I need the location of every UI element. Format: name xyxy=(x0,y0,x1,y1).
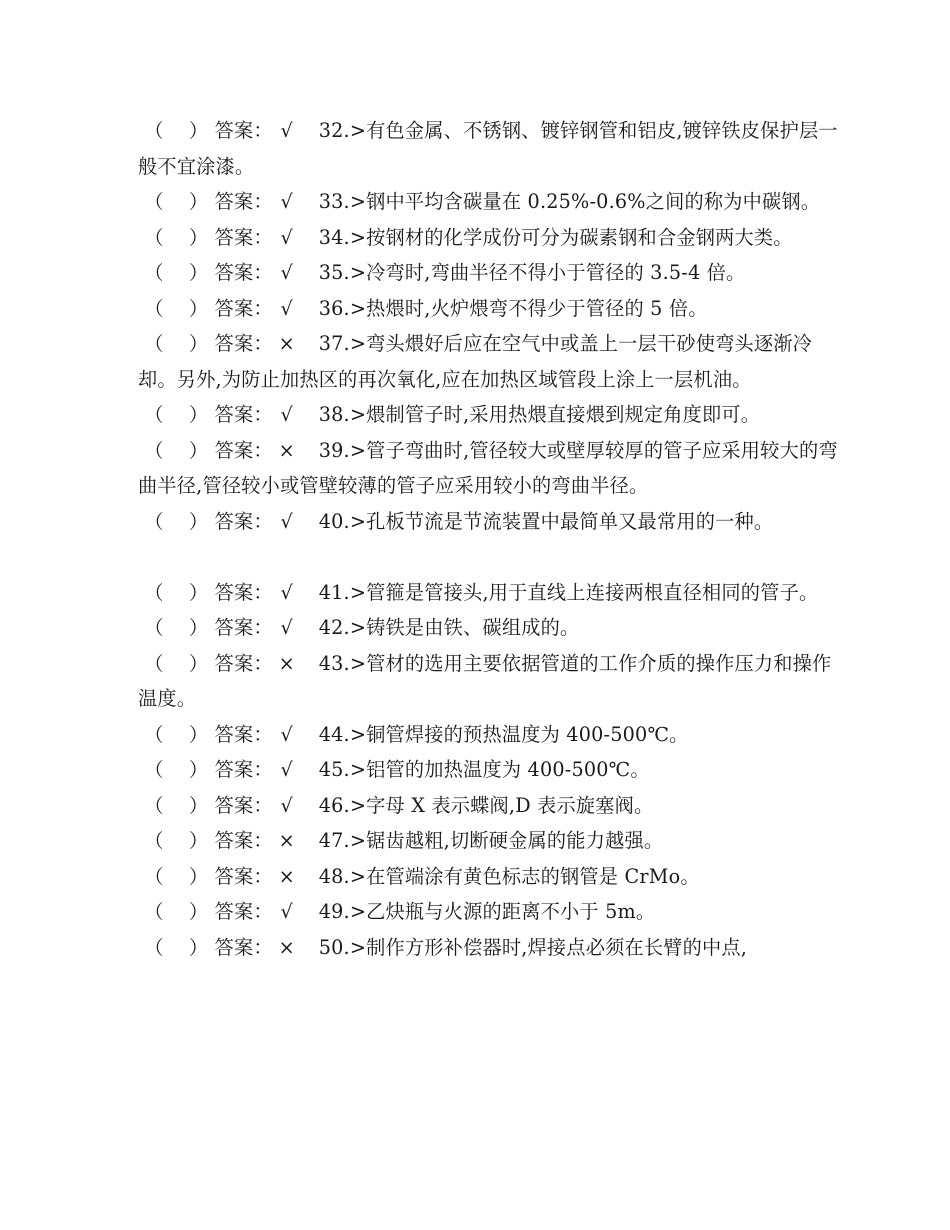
answer-mark: √ xyxy=(280,190,293,213)
answer-prefix: （ ） 答案： xyxy=(138,616,273,639)
question-number: 46. xyxy=(318,793,350,817)
answer-mark: × xyxy=(278,438,295,462)
question-43 xyxy=(138,646,838,717)
question-38 xyxy=(138,397,838,433)
question-48 xyxy=(138,859,838,895)
question-text: >孔板节流是节流装置中最简单又最常用的一种。 xyxy=(349,509,774,533)
answer-prefix: （ ） 答案： xyxy=(138,758,273,781)
question-text: >乙炔瓶与火源的距离不小于 5m。 xyxy=(349,900,656,923)
question-47 xyxy=(138,823,838,859)
question-number: 36. xyxy=(318,296,350,320)
answer-mark: √ xyxy=(280,403,293,426)
answer-mark: × xyxy=(278,332,295,355)
question-number: 35. xyxy=(318,261,350,284)
answer-mark: √ xyxy=(280,900,293,923)
question-text: >铝管的加热温度为 400-500℃。 xyxy=(349,758,650,781)
answer-mark: √ xyxy=(280,580,293,604)
question-number: 47. xyxy=(318,829,350,852)
question-text: >铸铁是由铁、碳组成的。 xyxy=(349,616,580,639)
question-number: 45. xyxy=(318,758,350,781)
answer-prefix: （ ） 答案： xyxy=(138,261,273,284)
answer-mark: √ xyxy=(280,793,293,817)
question-36 xyxy=(138,291,838,327)
question-text: >弯头煨好后应在空气中或盖上一层干砂使弯头逐渐冷却。另外,为防止加热区的再次氧化,应在加热区域管段上涂上一层机油。 xyxy=(138,332,813,391)
answer-prefix: （ ） 答案： xyxy=(138,900,273,923)
answer-prefix: （ ） 答案： xyxy=(138,829,273,852)
question-34 xyxy=(138,220,838,256)
answer-mark: × xyxy=(278,829,295,852)
answer-prefix: （ ） 答案： xyxy=(138,225,273,249)
question-number: 41. xyxy=(318,580,350,604)
question-text: >钢中平均含碳量在 0.25%-0.6%之间的称为中碳钢。 xyxy=(349,190,821,213)
question-text: >冷弯时,弯曲半径不得小于管径的 3.5-4 倍。 xyxy=(349,261,746,284)
answer-mark: √ xyxy=(280,758,293,781)
question-44 xyxy=(138,717,838,753)
answer-prefix: （ ） 答案： xyxy=(138,190,273,213)
answer-prefix: （ ） 答案： xyxy=(138,296,273,320)
answer-mark: √ xyxy=(280,722,293,746)
answer-mark: × xyxy=(278,651,295,675)
question-42 xyxy=(138,610,838,646)
question-41 xyxy=(138,575,838,611)
question-text: >热煨时,火炉煨弯不得少于管径的 5 倍。 xyxy=(349,296,708,320)
question-number: 38. xyxy=(318,403,350,426)
question-32 xyxy=(138,113,838,184)
answer-mark: √ xyxy=(280,225,293,249)
answer-prefix: （ ） 答案： xyxy=(138,722,273,746)
answer-prefix: （ ） 答案： xyxy=(138,651,273,675)
question-number: 34. xyxy=(318,225,350,249)
question-40 xyxy=(138,504,838,540)
question-number: 32. xyxy=(318,119,350,142)
question-number: 39. xyxy=(318,438,350,462)
question-33 xyxy=(138,184,838,220)
answer-mark: × xyxy=(278,864,295,888)
question-49 xyxy=(138,894,838,930)
question-number: 43. xyxy=(318,651,350,675)
question-number: 50. xyxy=(318,935,350,959)
question-46 xyxy=(138,788,838,824)
question-number: 42. xyxy=(318,616,350,639)
question-text: >锯齿越粗,切断硬金属的能力越强。 xyxy=(349,829,664,852)
answer-prefix: （ ） 答案： xyxy=(138,793,273,817)
question-number: 44. xyxy=(318,722,350,746)
question-number: 49. xyxy=(318,900,350,923)
answer-prefix: （ ） 答案： xyxy=(138,403,273,426)
answer-prefix: （ ） 答案： xyxy=(138,509,273,533)
question-50 xyxy=(138,930,838,966)
answer-prefix: （ ） 答案： xyxy=(138,864,273,888)
answer-prefix: （ ） 答案： xyxy=(138,438,273,462)
answer-prefix: （ ） 答案： xyxy=(138,119,273,142)
question-text: >管箍是管接头,用于直线上连接两根直径相同的管子。 xyxy=(349,580,819,604)
question-text: >按钢材的化学成份可分为碳素钢和合金钢两大类。 xyxy=(349,225,793,249)
question-text: >制作方形补偿器时,焊接点必须在长臂的中点, xyxy=(349,935,748,959)
answer-prefix: （ ） 答案： xyxy=(138,580,273,604)
question-number: 48. xyxy=(318,864,350,888)
question-text: >管材的选用主要依据管道的工作介质的操作压力和操作温度。 xyxy=(138,651,832,710)
question-text: >管子弯曲时,管径较大或壁厚较厚的管子应采用较大的弯曲半径,管径较小或管壁较薄的管子应采用较小的弯曲半径。 xyxy=(138,438,838,497)
question-text: >在管端涂有黄色标志的钢管是 CrMo。 xyxy=(349,864,700,888)
question-text: >铜管焊接的预热温度为 400-500℃。 xyxy=(349,722,689,746)
question-text: >煨制管子时,采用热煨直接煨到规定角度即可。 xyxy=(349,403,761,426)
question-list xyxy=(138,113,838,965)
question-35 xyxy=(138,255,838,291)
answer-prefix: （ ） 答案： xyxy=(138,332,273,355)
answer-mark: √ xyxy=(280,119,293,142)
answer-mark: × xyxy=(278,935,295,959)
answer-mark: √ xyxy=(280,261,293,284)
question-number: 33. xyxy=(318,190,350,213)
question-37 xyxy=(138,326,838,397)
question-number: 40. xyxy=(318,509,350,533)
answer-mark: √ xyxy=(280,616,293,639)
question-number: 37. xyxy=(318,332,350,355)
question-text: >字母 X 表示蝶阀,D 表示旋塞阀。 xyxy=(349,793,654,817)
answer-prefix: （ ） 答案： xyxy=(138,935,273,959)
question-45 xyxy=(138,752,838,788)
question-39 xyxy=(138,433,838,504)
answer-mark: √ xyxy=(280,509,293,533)
question-text: >有色金属、不锈钢、镀锌钢管和铝皮,镀锌铁皮保护层一般不宜涂漆。 xyxy=(138,119,838,178)
answer-mark: √ xyxy=(280,296,293,320)
